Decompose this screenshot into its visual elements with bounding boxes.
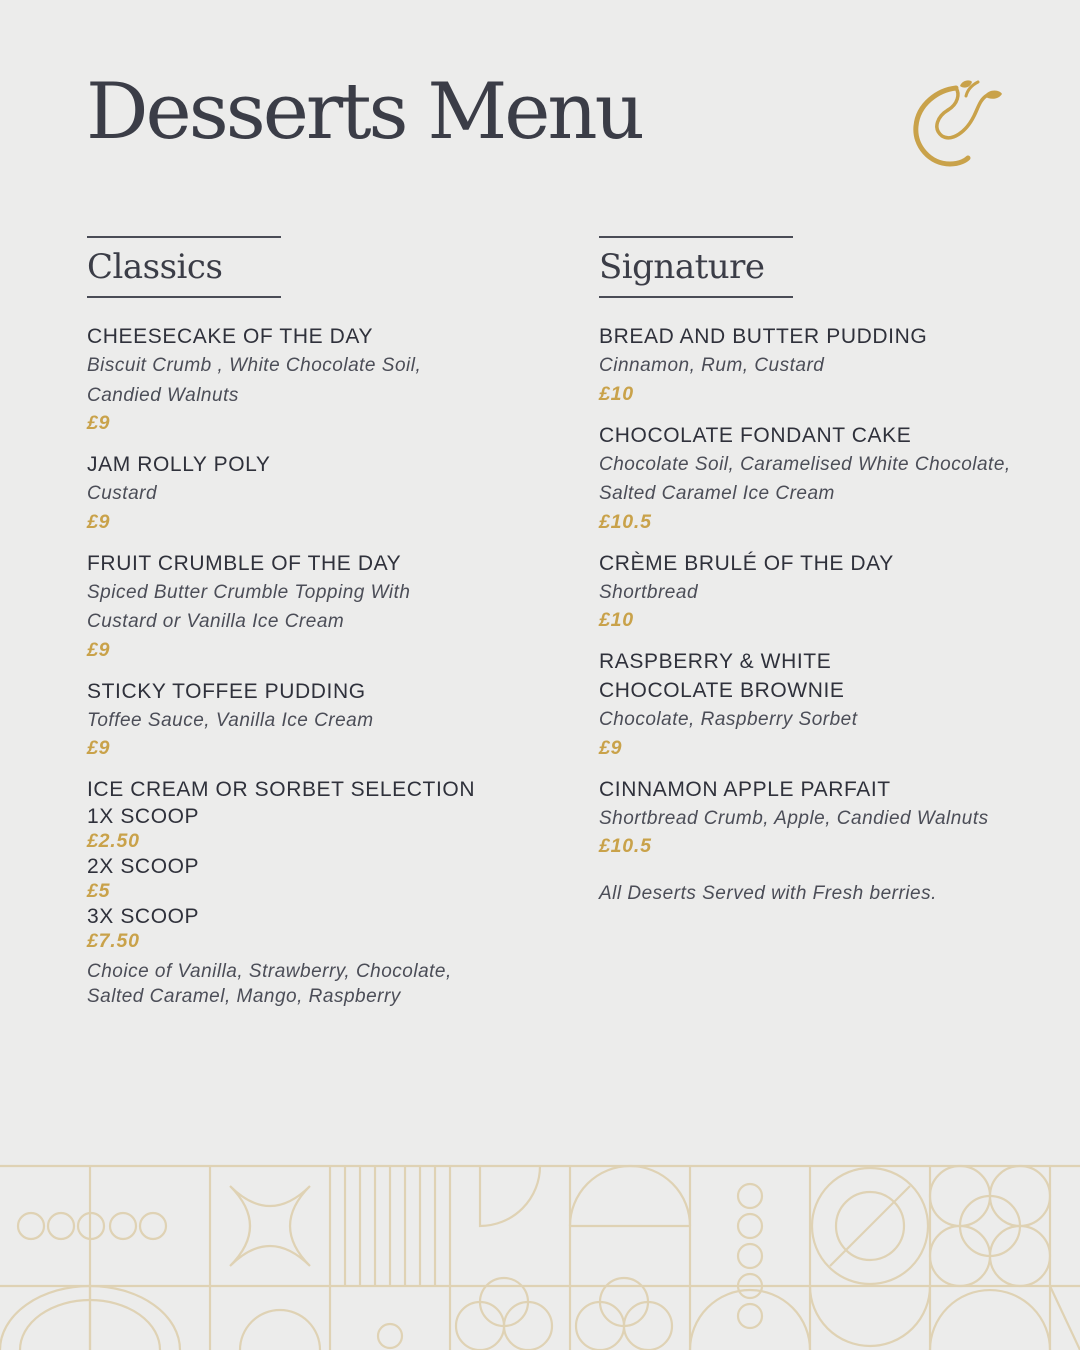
- scoop-option-price: £5: [87, 880, 111, 902]
- item-description-line: Chocolate, Raspberry Sorbet: [599, 709, 858, 730]
- item-description: [599, 705, 1049, 735]
- item-price: £10: [599, 609, 634, 631]
- item-name: ICE CREAM OR SORBET SELECTION: [87, 778, 476, 801]
- item-description: [599, 578, 1049, 608]
- item-description: [87, 479, 557, 509]
- item-description: [87, 351, 557, 410]
- item-name: CHEESECAKE OF THE DAY: [87, 325, 374, 348]
- item-name: BREAD AND BUTTER PUDDING: [599, 325, 928, 348]
- signature-header: [599, 236, 793, 298]
- item-description: [87, 706, 557, 736]
- item-description: [599, 351, 1049, 381]
- item-name: FRUIT CRUMBLE OF THE DAY: [87, 551, 402, 575]
- item-description-line: Shortbread: [599, 581, 699, 603]
- item-name: STICKY TOFFEE PUDDING: [87, 679, 366, 703]
- item-description: [599, 804, 1049, 834]
- menu-item: [599, 421, 1049, 535]
- item-description-line: Toffee Sauce, Vanilla Ice Cream: [87, 709, 374, 731]
- item-description: [599, 450, 1049, 509]
- item-price: £10.5: [599, 510, 652, 533]
- menu-item: [87, 450, 557, 535]
- item-price: £10: [599, 382, 634, 405]
- scoop-option-price: £7.50: [87, 930, 140, 952]
- menu-item: [599, 322, 1049, 407]
- item-description-line: Candied Walnuts: [87, 384, 239, 406]
- item-price: £9: [87, 638, 111, 661]
- signature-title: Signature: [599, 247, 765, 287]
- item-description-line: Chocolate Soil, Caramelised White Chocolate,: [599, 453, 1011, 475]
- classics-section: [87, 236, 557, 1023]
- scoop-option-label: 2X SCOOP: [87, 855, 200, 878]
- flavour-choices: [87, 959, 557, 1009]
- item-description-line: Biscuit Crumb , White Chocolate Soil,: [87, 355, 422, 376]
- menu-item: [87, 677, 557, 762]
- leaf-swirl-logo-icon: [908, 80, 1004, 172]
- item-name: RASPBERRY & WHITE: [599, 650, 832, 673]
- flavour-choices-line: Salted Caramel, Mango, Raspberry: [87, 986, 401, 1007]
- scoop-option-price: £2.50: [87, 830, 140, 852]
- footnote: All Deserts Served with Fresh berries.: [599, 883, 937, 904]
- item-name: JAM ROLLY POLY: [87, 453, 271, 476]
- classics-title: Classics: [87, 247, 223, 287]
- item-price: £9: [87, 412, 111, 434]
- page-title: Desserts Menu: [86, 67, 642, 157]
- item-name: CRÈME BRULÉ OF THE DAY: [599, 551, 894, 575]
- item-description-line: Cinnamon, Rum, Custard: [599, 355, 825, 376]
- item-description: [87, 578, 557, 637]
- classics-header: [87, 236, 281, 298]
- signature-section: [599, 236, 1049, 907]
- item-price: £9: [87, 510, 111, 533]
- item-name: CHOCOLATE BROWNIE: [599, 679, 845, 702]
- item-description-line: Spiced Butter Crumble Topping With: [87, 581, 411, 603]
- item-description-line: Custard or Vanilla Ice Cream: [87, 611, 345, 632]
- menu-item: [599, 775, 1049, 860]
- item-description-line: Salted Caramel Ice Cream: [599, 483, 835, 504]
- art-deco-pattern-icon: [0, 1160, 1080, 1350]
- scoop-option-label: 1X SCOOP: [87, 805, 200, 828]
- ice-cream-selection: [87, 775, 557, 1009]
- menu-item: [87, 322, 557, 436]
- item-price: £9: [87, 737, 111, 759]
- flavour-choices-line: Choice of Vanilla, Strawberry, Chocolate,: [87, 961, 452, 982]
- item-name: CHOCOLATE FONDANT CAKE: [599, 423, 912, 447]
- scoop-option-label: 3X SCOOP: [87, 905, 200, 928]
- item-name: CINNAMON APPLE PARFAIT: [599, 777, 891, 801]
- item-price: £10.5: [599, 835, 652, 857]
- menu-item: [599, 647, 1049, 761]
- menu-item: [599, 549, 1049, 634]
- item-price: £9: [599, 736, 623, 759]
- item-description-line: Custard: [87, 483, 158, 504]
- menu-item: [87, 549, 557, 663]
- item-description-line: Shortbread Crumb, Apple, Candied Walnuts: [599, 807, 989, 829]
